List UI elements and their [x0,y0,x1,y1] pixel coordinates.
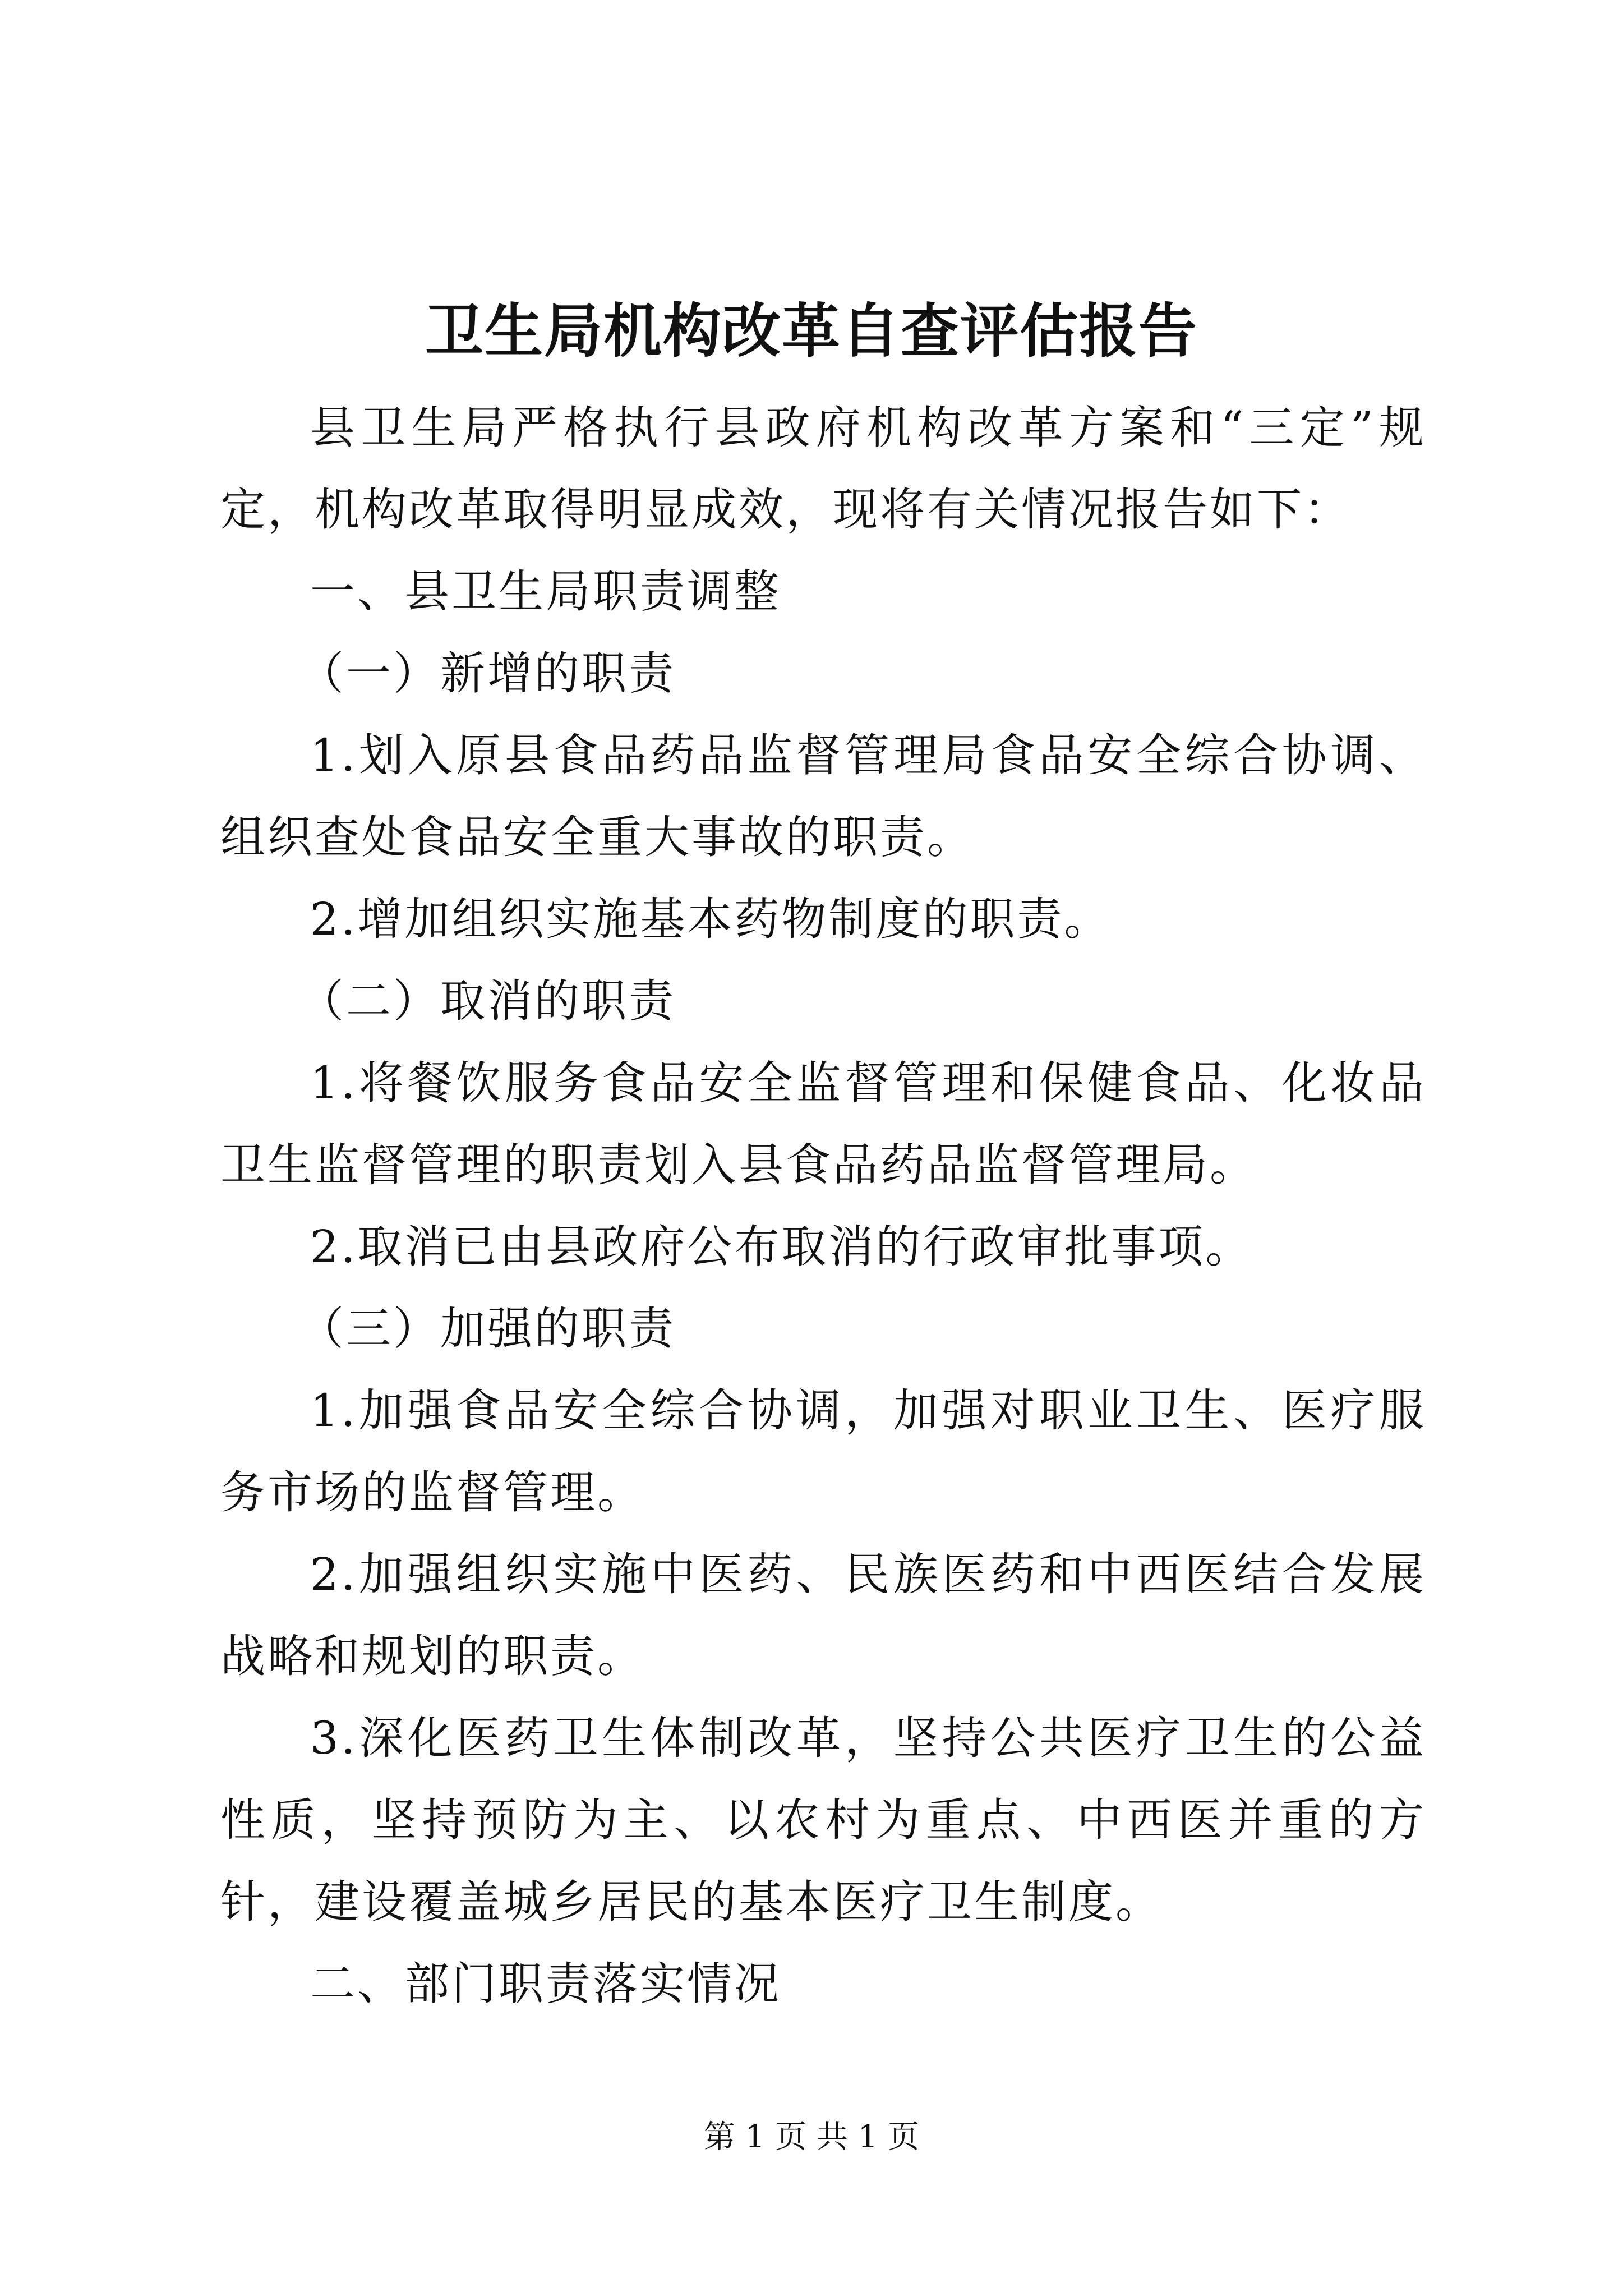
list-item: 2.增加组织实施基本药物制度的职责。 [310,893,1112,945]
section-heading-1: 一、县卫生局职责调整 [310,565,781,618]
list-item: 2.加强组织实施中医药、民族医药和中西医结合发展战略和规划的职责。 [220,1548,1426,1682]
document-body [220,387,1426,2025]
list-item: 1.划入原县食品药品监督管理局食品安全综合协调、组织查处食品安全重大事故的职责。 [220,729,1426,863]
list-item: 3.深化医药卫生体制改革，坚持公共医疗卫生的公益性质，坚持预防为主、以农村为重点、中西医并重的方针，建设覆盖城乡居民的基本医疗卫生制度。 [220,1712,1426,1928]
page-footer: 第 1 页 共 1 页 [703,2119,920,2155]
paragraph-intro: 县卫生局严格执行县政府机构改革方案和“三定”规定，机构改革取得明显成效，现将有关情况报告如下： [220,402,1426,536]
section-heading-2: 二、部门职责落实情况 [310,1958,781,2010]
list-item: 1.加强食品安全综合协调，加强对职业卫生、医疗服务市场的监督管理。 [220,1384,1426,1519]
list-item: 1.将餐饮服务食品安全监督管理和保健食品、化妆品卫生监督管理的职责划入县食品药品监督管理局。 [220,1057,1426,1191]
subsection-heading-new: （一）新增的职责 [299,647,676,700]
list-item: 2.取消已由县政府公布取消的行政审批事项。 [310,1221,1253,1273]
document-title: 卫生局机构改革自查评估报告 [425,296,1198,365]
subsection-heading-cancel: （二）取消的职责 [299,975,676,1027]
subsection-heading-strengthen: （三）加强的职责 [299,1303,676,1355]
